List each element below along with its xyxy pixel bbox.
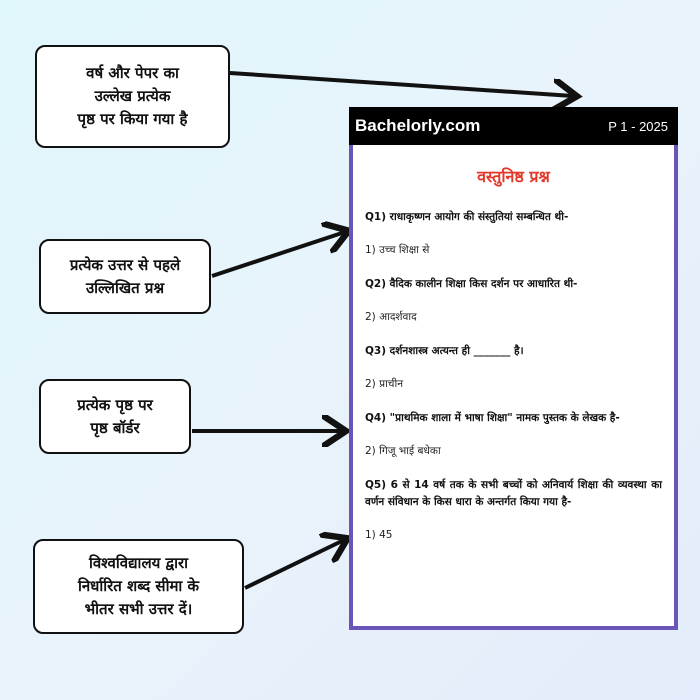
section-heading: वस्तुनिष्ठ प्रश्न — [477, 167, 550, 186]
callout-question-before-answer: प्रत्येक उत्तर से पहले उल्लिखित प्रश्न — [39, 239, 211, 314]
question-5: Q5) 6 से 14 वर्ष तक के सभी बच्चों को अनिवार्य शिक्षा की व्यवस्था का वर्णन संविधान के किस धारा के अन्तर्गत किया गया है- — [365, 479, 662, 508]
paper-label: P 1 - 2025 — [608, 118, 668, 134]
question-1: Q1) राधाकृष्णन आयोग की संस्तुतियां सम्बन्धित थी- — [365, 211, 569, 223]
callout-word-limit: विश्वविद्यालय द्वारा निर्धारित शब्द सीमा के भीतर सभी उत्तर दें। — [33, 539, 244, 634]
answer-5: 1) 45 — [365, 529, 393, 541]
question-4: Q4) "प्राथमिक शाला में भाषा शिक्षा" नामक पुस्तक के लेखक है- — [365, 412, 620, 424]
arrow-4 — [245, 540, 344, 588]
brand-name: Bachelorly.com — [355, 116, 481, 135]
document-header — [349, 107, 678, 145]
callout-year-paper: वर्ष और पेपर का उल्लेख प्रत्येक पृष्ठ पर किया गया है — [35, 45, 230, 148]
answer-3: 2) प्राचीन — [365, 378, 404, 390]
answer-4: 2) गिजू भाई बधेका — [365, 445, 441, 457]
callout-page-border: प्रत्येक पृष्ठ पर पृष्ठ बॉर्डर — [39, 379, 191, 454]
document-page — [349, 107, 678, 630]
question-2: Q2) वैदिक कालीन शिक्षा किस दर्शन पर आधारित थी- — [365, 278, 578, 290]
document-body — [353, 145, 674, 626]
answer-2: 2) आदर्शवाद — [365, 311, 417, 323]
question-3: Q3) दर्शनशास्त्र अत्यन्त ही _______ है। — [365, 345, 524, 357]
answer-1: 1) उच्च शिक्षा से — [365, 244, 430, 256]
arrow-1 — [230, 73, 573, 96]
arrow-2 — [212, 232, 345, 276]
